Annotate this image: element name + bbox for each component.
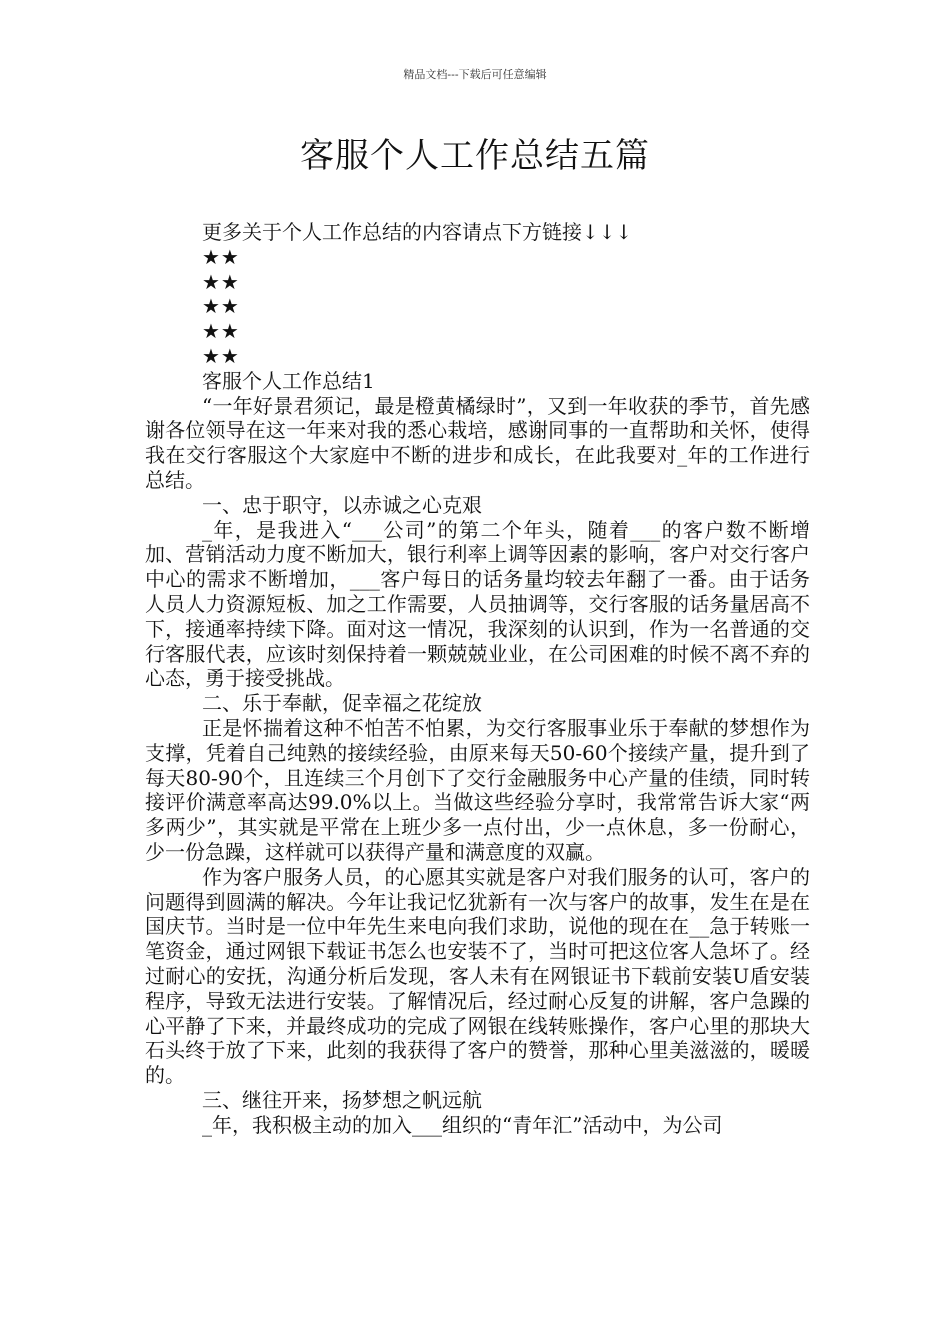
section-heading: 客服个人工作总结1 bbox=[202, 368, 375, 393]
subheading-2: 二、乐于奉献，促幸福之花绽放 bbox=[202, 691, 482, 716]
header-note: 精品文档---下载后可任意编辑 bbox=[403, 68, 547, 81]
star-row: ★★ bbox=[202, 343, 240, 368]
star-row: ★★ bbox=[202, 244, 240, 269]
paragraph-3: 作为客户服务人员，的心愿其实就是客户对我们服务的认可，客户的问题得到圆满的解决。今年让我记忆犹新有一次与客户的故事，发生在是在国庆节。当时是一位中年先生来电向我们求助，说他的现在在__急于转账一笔资金，通过网银下载证书怎么也安装不了，当时可把这位客人急坏了。经过耐心的安抚，沟通分析后发现，客人未有在网银证书下载前安装U盾安装程序，导致无法进行安装。了解情况后，经过耐心反复的讲解，客户急躁的心平静了下来，并最终成功的完成了网银在线转账操作，客户心里的那块大石头终于放了下来，此刻的我获得了客户的赞誉，那种心里美滋滋的，暖暖的。 bbox=[145, 864, 810, 1088]
star-row: ★★ bbox=[202, 269, 240, 294]
paragraph-1: _年，是我进入“___公司”的第二个年头，随着___的客户数不断增加、营销活动力度不断加大，银行利率上调等因素的影响，客户对交行客户中心的需求不断增加，___客户每日的话务量均较去年翻了一番。由于话务人员人力资源短板、加之工作需要，人员抽调等，交行客服的话务量居高不下，接通率持续下降。面对这一情况，我深刻的认识到，作为一名普通的交行客服代表，应该时刻保持着一颗兢兢业业，在公司困难的时候不离不弃的心态，勇于接受挑战。 bbox=[145, 517, 810, 691]
document-body bbox=[145, 220, 810, 1137]
paragraph-2: 正是怀揣着这种不怕苦不怕累，为交行客服事业乐于奉献的梦想作为支撑，凭着自己纯熟的接续经验，由原来每天50-60个接续产量，提升到了每天80-90个，且连续三个月创下了交行金融服务中心产量的佳绩，同时转接评价满意率高达99.0%以上。当做这些经验分享时，我常常告诉大家“两多两少”，其实就是平常在上班少多一点付出，少一点休息，多一份耐心，少一份急躁，这样就可以获得产量和满意度的双赢。 bbox=[145, 715, 810, 864]
subheading-3: 三、继往开来，扬梦想之帆远航 bbox=[202, 1087, 482, 1112]
link-hint[interactable]: 更多关于个人工作总结的内容请点下方链接↓↓↓ bbox=[202, 220, 633, 244]
star-row: ★★ bbox=[202, 319, 240, 344]
intro-paragraph: “一年好景君须记，最是橙黄橘绿时”，又到一年收获的季节，首先感谢各位领导在这一年来对我的悉心栽培，感谢同事的一直帮助和关怀，使得我在交行客服这个大家庭中不断的进步和成长，在此我要对_年的工作进行总结。 bbox=[145, 393, 810, 492]
document-title: 客服个人工作总结五篇 bbox=[300, 136, 650, 176]
star-row: ★★ bbox=[202, 294, 240, 319]
paragraph-4: _年，我积极主动的加入___组织的“青年汇”活动中，为公司 bbox=[202, 1112, 723, 1137]
subheading-1: 一、忠于职守，以赤诚之心克艰 bbox=[202, 492, 482, 517]
